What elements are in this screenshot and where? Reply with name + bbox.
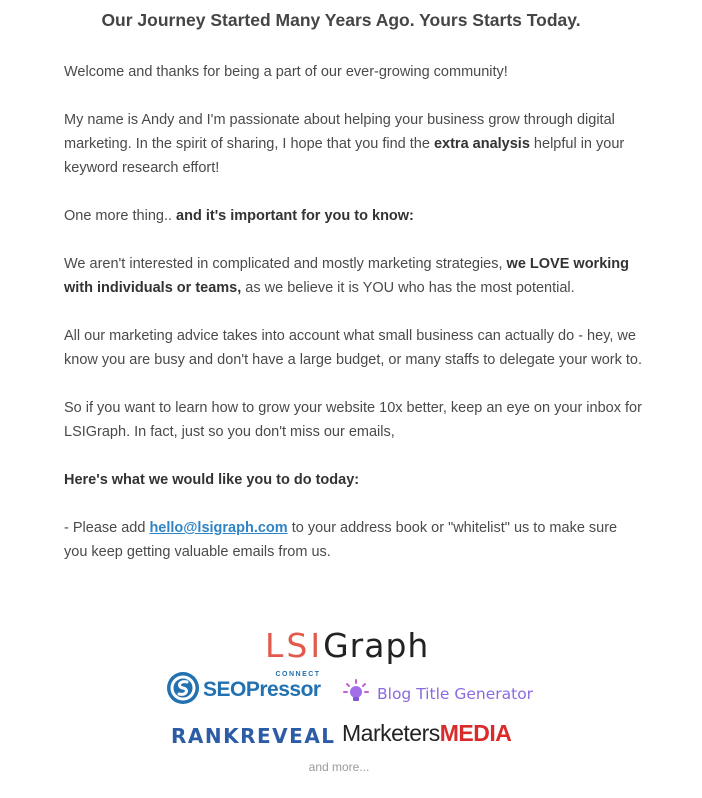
lightbulb-icon [343, 678, 369, 709]
one-more-bold: and it's important for you to know: [176, 208, 414, 224]
todo-heading-text: Here's what we would like you to do today: [64, 472, 360, 488]
marketers-media-logo[interactable] [342, 720, 511, 747]
strategy-text: We aren't interested in complicated and mostly marketing strategies, [64, 256, 507, 272]
strategy-text-end: as we believe it is YOU who has the most potential. [241, 280, 575, 296]
email-link[interactable]: hello@lsigraph.com [149, 520, 288, 536]
seopressor-name: SEOPressor [203, 678, 321, 701]
and-more-text: and more... [308, 760, 370, 774]
intro-bold: extra analysis [433, 136, 530, 152]
inbox-paragraph: So if you want to learn how to grow your website 10x better, keep an eye on your inbox for LSIGraph. In fact, just so you don't miss our emails, [64, 400, 642, 440]
intro-text: My name is Andy and I'm passionate about helping your business grow through digital marketing. In the spirit of sharing, I hope that you find the [64, 112, 615, 152]
lsigraph-logo[interactable] [265, 626, 429, 665]
whitelist-paragraph [64, 516, 644, 564]
seopressor-icon [166, 671, 200, 710]
media-text: MEDIA [439, 720, 512, 746]
whitelist-text-end: to your address book or "whitelist" us to make sure you keep getting valuable emails from us. [64, 520, 618, 560]
seopressor-wordmark [203, 671, 321, 702]
one-more-paragraph [64, 204, 644, 228]
seopressor-logo[interactable] [166, 672, 321, 708]
email-body [64, 60, 644, 588]
strategy-bold: we LOVE working with individuals or teams, [64, 256, 630, 296]
lsigraph-logo-lsi: LSI [265, 626, 324, 665]
advice-paragraph: All our marketing advice takes into account what small business can actually do - hey, we know you are busy and don't have a large budget, or many staffs to delegate your work to. [64, 328, 643, 368]
one-more-text: One more thing.. [64, 208, 177, 224]
page-title: Our Journey Started Many Years Ago. Yours Starts Today. [101, 10, 581, 30]
todo-heading [64, 468, 644, 492]
welcome-paragraph: Welcome and thanks for being a part of our ever-growing community! [64, 64, 508, 80]
marketers-text: Marketers [342, 720, 440, 746]
strategy-paragraph [64, 252, 644, 300]
seopressor-connect: CONNECT [275, 671, 321, 678]
whitelist-text: - Please add [64, 520, 150, 536]
rankreveal-logo[interactable]: RANKREVEAL [171, 724, 336, 748]
blog-title-generator-text: Blog Title Generator [377, 684, 534, 703]
blog-title-generator-logo[interactable] [343, 678, 533, 709]
lsigraph-logo-graph: Graph [323, 626, 430, 665]
intro-text-end: helpful in your keyword research effort! [64, 136, 625, 176]
intro-paragraph [64, 108, 644, 180]
